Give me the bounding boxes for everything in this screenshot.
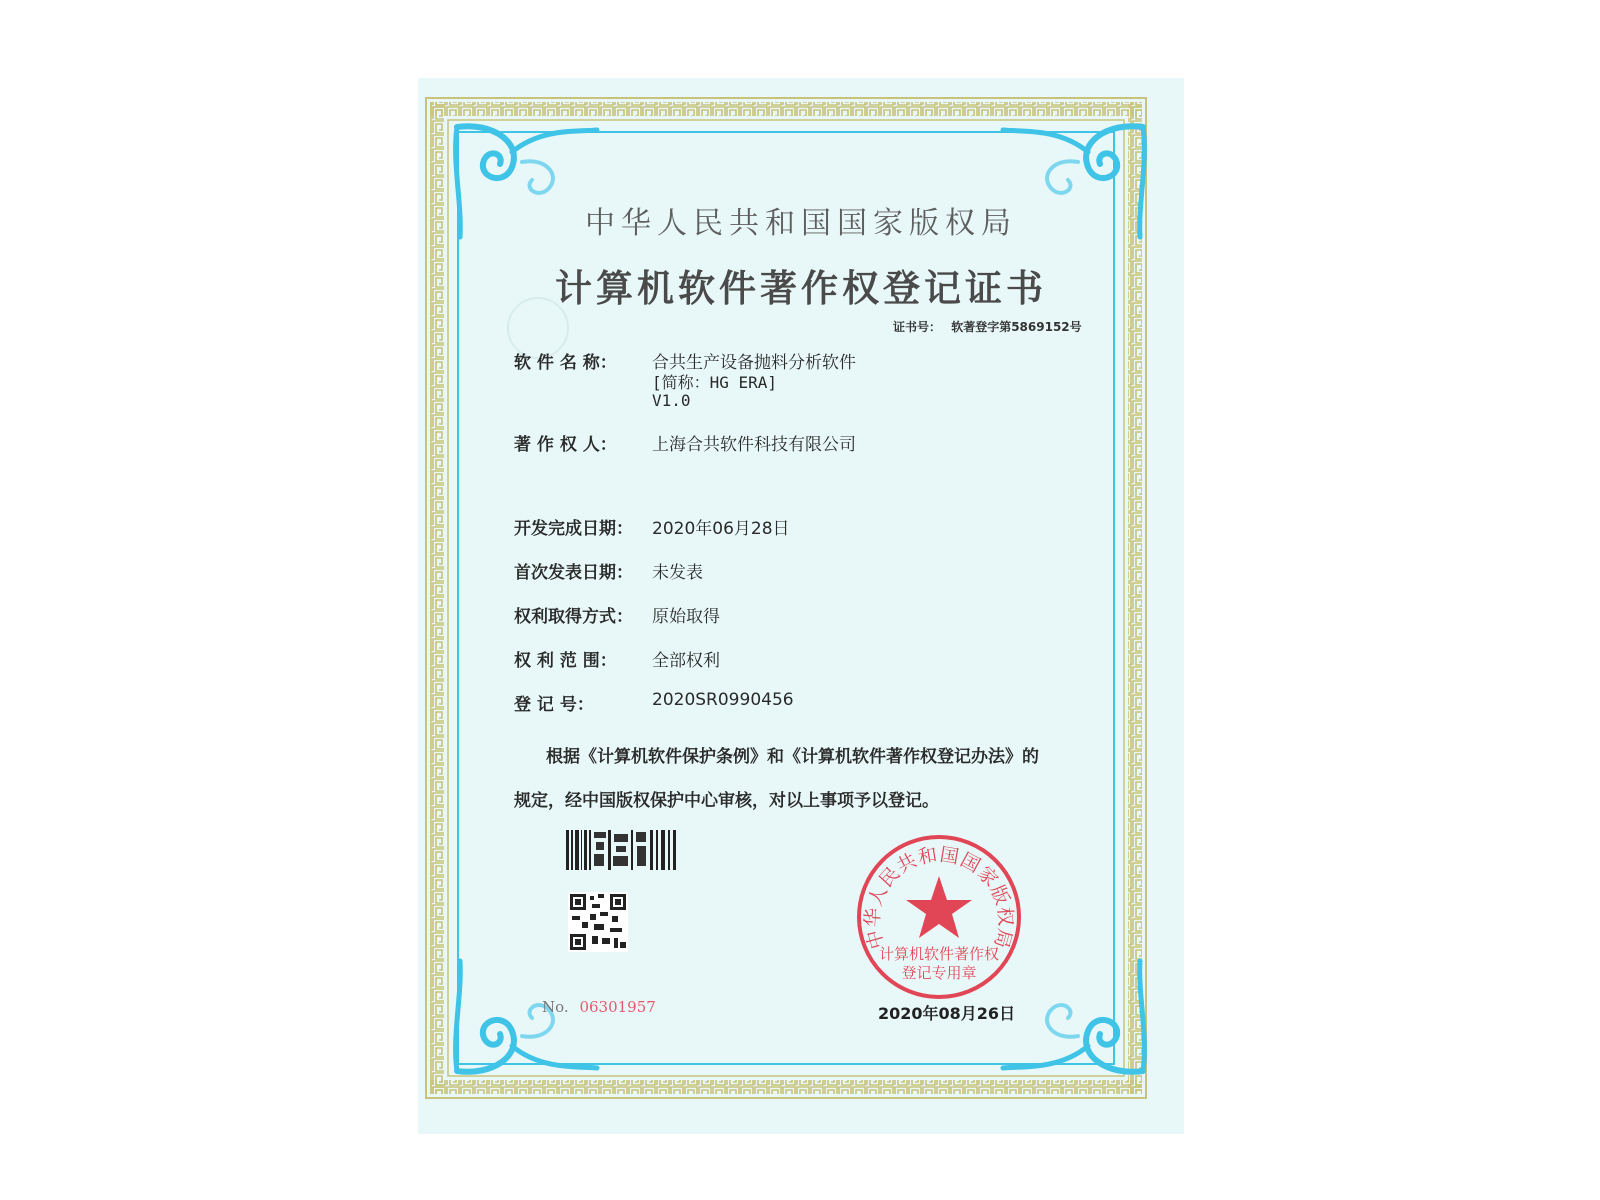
field-value: 2020年06月28日 (652, 519, 790, 539)
field-label: 著 作 权 人： (514, 435, 617, 455)
certificate-number (893, 318, 1082, 335)
serial-value: 06301957 (579, 998, 656, 1016)
field-copyright-owner (514, 430, 856, 455)
qr-code (568, 892, 628, 952)
official-seal (854, 832, 1024, 1002)
field-value: 原始取得 (652, 607, 720, 627)
field-value: 合共生产设备抛料分析软件 (652, 353, 856, 373)
field-rights-scope (514, 646, 720, 671)
field-label: 权利取得方式： (514, 607, 633, 627)
software-short-name: [简称：HG ERA] (652, 373, 778, 392)
field-label: 权 利 范 围： (514, 651, 617, 671)
issuer-title: 中华人民共和国国家版权局 (585, 206, 1017, 241)
field-value: 上海合共软件科技有限公司 (652, 435, 856, 455)
serial-label: No. (542, 998, 569, 1016)
seal-inner-line-2: 登记专用章 (901, 964, 977, 982)
field-first-publish-date (514, 558, 703, 583)
field-value: 2020SR0990456 (652, 690, 794, 710)
field-registration-number (514, 690, 794, 715)
barcode (566, 830, 678, 870)
field-completion-date (514, 514, 790, 539)
software-version: V1.0 (652, 391, 691, 410)
field-label: 软 件 名 称： (514, 353, 617, 373)
field-value: 全部权利 (652, 651, 720, 671)
certificate-title: 计算机软件著作权登记证书 (555, 266, 1047, 310)
serial-number (542, 998, 656, 1016)
certificate-number-value: 软著登字第5869152号 (951, 320, 1082, 334)
field-software-name (514, 348, 856, 373)
statement-line-2: 规定，经中国版权保护中心审核，对以上事项予以登记。 (514, 791, 939, 811)
field-value: 未发表 (652, 563, 703, 583)
seal-inner-line-1: 计算机软件著作权 (878, 945, 1000, 963)
statement-line-1: 根据《计算机软件保护条例》和《计算机软件著作权登记办法》的 (546, 747, 1039, 767)
certificate-number-label: 证书号： (893, 320, 942, 334)
field-acquisition-method (514, 602, 720, 627)
issue-date: 2020年08月26日 (878, 1004, 1016, 1023)
corner-ornament-bottom-left (452, 956, 602, 1076)
field-label: 首次发表日期： (514, 563, 633, 583)
certificate (418, 78, 1184, 1134)
field-label: 登 记 号： (514, 695, 594, 715)
field-label: 开发完成日期： (514, 519, 633, 539)
seal-outer-text: 中华人民共和国国家版权局 (861, 843, 1017, 952)
